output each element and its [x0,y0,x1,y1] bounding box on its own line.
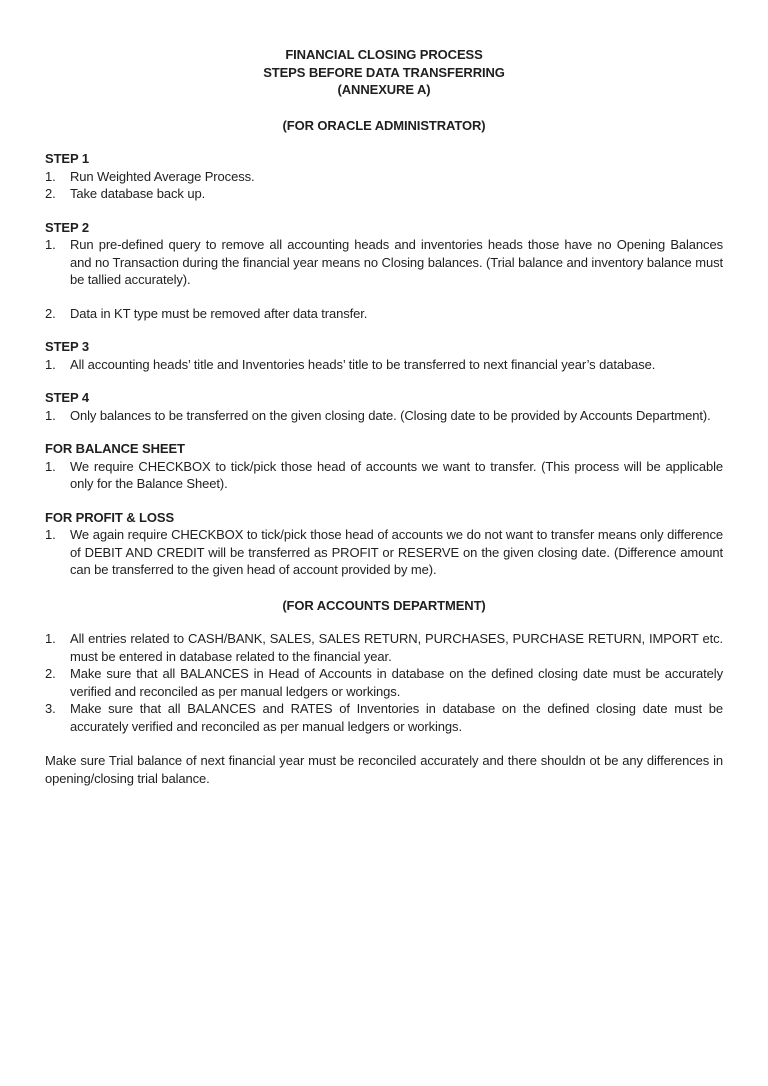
document-title-block [45,46,723,99]
item-text: Only balances to be transferred on the given closing date. (Closing date to be provided by Accounts Department). [70,407,711,423]
section-step-3 [45,338,723,373]
list-item [45,665,723,700]
section-step-2 [45,219,723,323]
closing-paragraph: Make sure Trial balance of next financial year must be reconciled accurately and there shouldn ot be any differences in opening/closing trial balance. [45,753,723,786]
list-item [45,185,723,203]
section-step-4 [45,389,723,424]
item-text: Data in KT type must be removed after data transfer. [70,305,368,321]
step-title: FOR BALANCE SHEET [45,441,185,456]
step-title: STEP 4 [45,390,89,405]
section-for-balance-sheet [45,440,723,493]
list-item [45,356,723,374]
item-number: 1. [45,168,56,184]
heading-for-accounts-department: (FOR ACCOUNTS DEPARTMENT) [282,597,486,613]
step-title: STEP 1 [45,151,89,166]
section-for-profit-loss [45,509,723,579]
item-text: All entries related to CASH/BANK, SALES, SALES RETURN, PURCHASES, PURCHASE RETURN, IMPORT etc. must be entered in database related to the financial year. [70,631,723,664]
list-item [45,700,723,735]
list-item [45,407,723,425]
item-number: 1. [45,356,56,372]
section-accounts-department-list [45,630,723,735]
item-text: Make sure that all BALANCES and RATES of Inventories in database on the defined closing date must be accurately verified and reconciled as per manual ledgers or workings. [70,701,723,734]
item-text: Run Weighted Average Process. [70,168,255,184]
item-number: 2. [45,666,56,681]
item-text: We require CHECKBOX to tick/pick those head of accounts we want to transfer. (This process will be applicable only for the Balance Sheet). [70,458,723,491]
item-number: 1. [45,458,56,474]
section-step-1 [45,150,723,203]
item-number: 1. [45,527,56,542]
list-item [45,305,723,323]
item-number: 1. [45,407,56,423]
item-number: 2. [45,305,56,321]
item-text: Run pre-defined query to remove all accounting heads and inventories heads those have no Opening Balances and no Transaction during the financial year means no Closing balances. (Trial balance and inventory balance must be tallied accurately). [70,237,723,287]
title-line-2: STEPS BEFORE DATA TRANSFERRING [263,64,505,80]
item-text: Take database back up. [70,186,206,201]
list-item [45,526,723,579]
title-line-3: (ANNEXURE A) [337,82,431,97]
list-item [45,630,723,665]
step-title: FOR PROFIT & LOSS [45,509,175,525]
list-item [45,168,723,186]
list-item [45,236,723,289]
item-text: All accounting heads’ title and Inventories heads’ title to be transferred to next financial year’s database. [70,356,656,372]
item-text: Make sure that all BALANCES in Head of Accounts in database on the defined closing date must be accurately verified and reconciled as per manual ledgers or workings. [70,666,723,699]
item-number: 3. [45,701,56,716]
item-text: We again require CHECKBOX to tick/pick those head of accounts we do not want to transfer means only difference of DEBIT AND CREDIT will be transferred as PROFIT or RESERVE on the given closing date. (Difference amount can be transferred to the given head of account provided by me). [70,527,723,577]
item-number: 1. [45,237,56,252]
item-number: 1. [45,631,56,646]
step-title: STEP 2 [45,219,89,235]
title-line-1: FINANCIAL CLOSING PROCESS [285,47,483,62]
heading-for-oracle-administrator: (FOR ORACLE ADMINISTRATOR) [282,117,486,133]
list-item [45,458,723,493]
item-number: 2. [45,186,56,201]
step-title: STEP 3 [45,339,89,354]
